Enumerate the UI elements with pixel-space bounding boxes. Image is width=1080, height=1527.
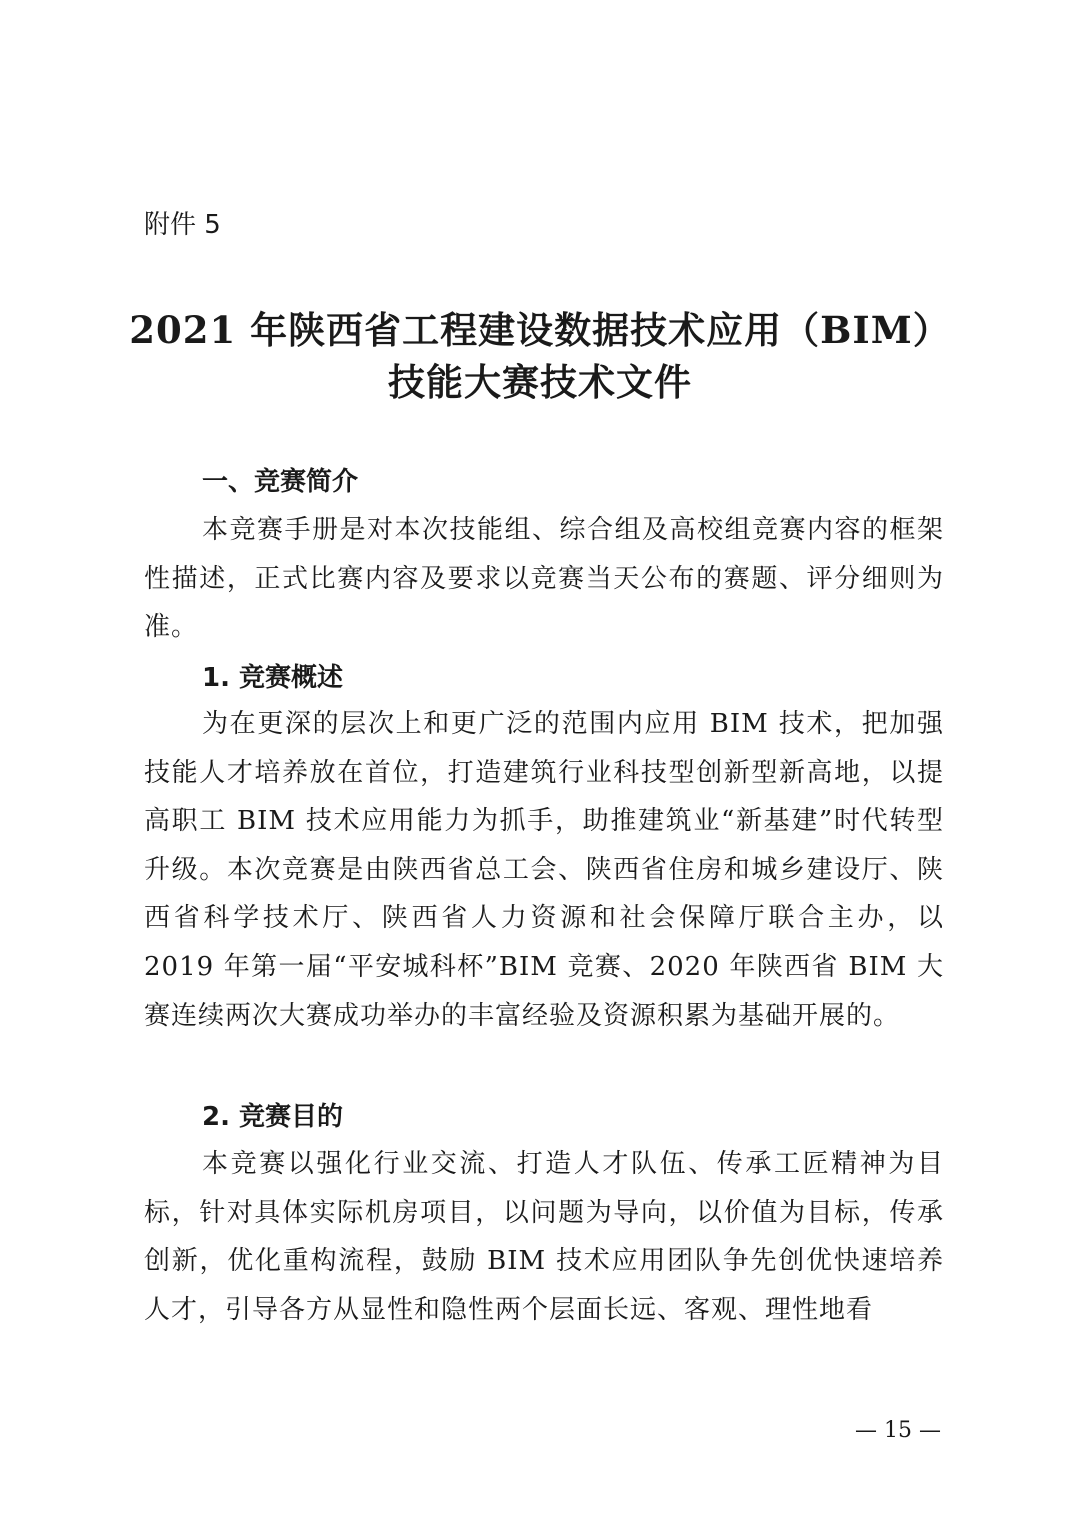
section-heading-purpose: 2. 竞赛目的 (202, 1102, 344, 1132)
document-title-line-2: 技能大赛技术文件 (388, 360, 692, 404)
document-title-line-1: 2021 年陕西省工程建设数据技术应用（BIM） (129, 308, 951, 352)
section-heading-intro: 一、竞赛简介 (202, 467, 359, 497)
section-paragraph-intro: 本竞赛手册是对本次技能组、综合组及高校组竞赛内容的框架性描述，正式比赛内容及要求以竞赛当天公布的赛题、评分细则为准。 (144, 515, 944, 643)
section-heading-overview: 1. 竞赛概述 (202, 663, 344, 693)
attachment-label: 附件 5 (144, 210, 221, 240)
section-paragraph-purpose: 本竞赛以强化行业交流、打造人才队伍、传承工匠精神为目标，针对具体实际机房项目，以问题为导向，以价值为目标，传承创新，优化重构流程，鼓励 BIM 技术应用团队争先创优快速培养人才，引导各方从显性和隐性两个层面长远、客观、理性地看 (144, 1149, 944, 1325)
page-number: — 15 — (855, 1418, 941, 1443)
section-paragraph-overview: 为在更深的层次上和更广泛的范围内应用 BIM 技术，把加强技能人才培养放在首位，打造建筑行业科技型创新型新高地，以提高职工 BIM 技术应用能力为抓手，助推建筑业“新基建”时代转型升级。本次竞赛是由陕西省总工会、陕西省住房和城乡建设厅、陕西省科学技术厅、陕西省人力资源和社会保障厅联合主办，以 2019 年第一届“平安城科杯”BIM 竞赛、2020 年陕西省 BIM 大赛连续两次大赛成功举办的丰富经验及资源积累为基础开展的。 (144, 709, 944, 1031)
